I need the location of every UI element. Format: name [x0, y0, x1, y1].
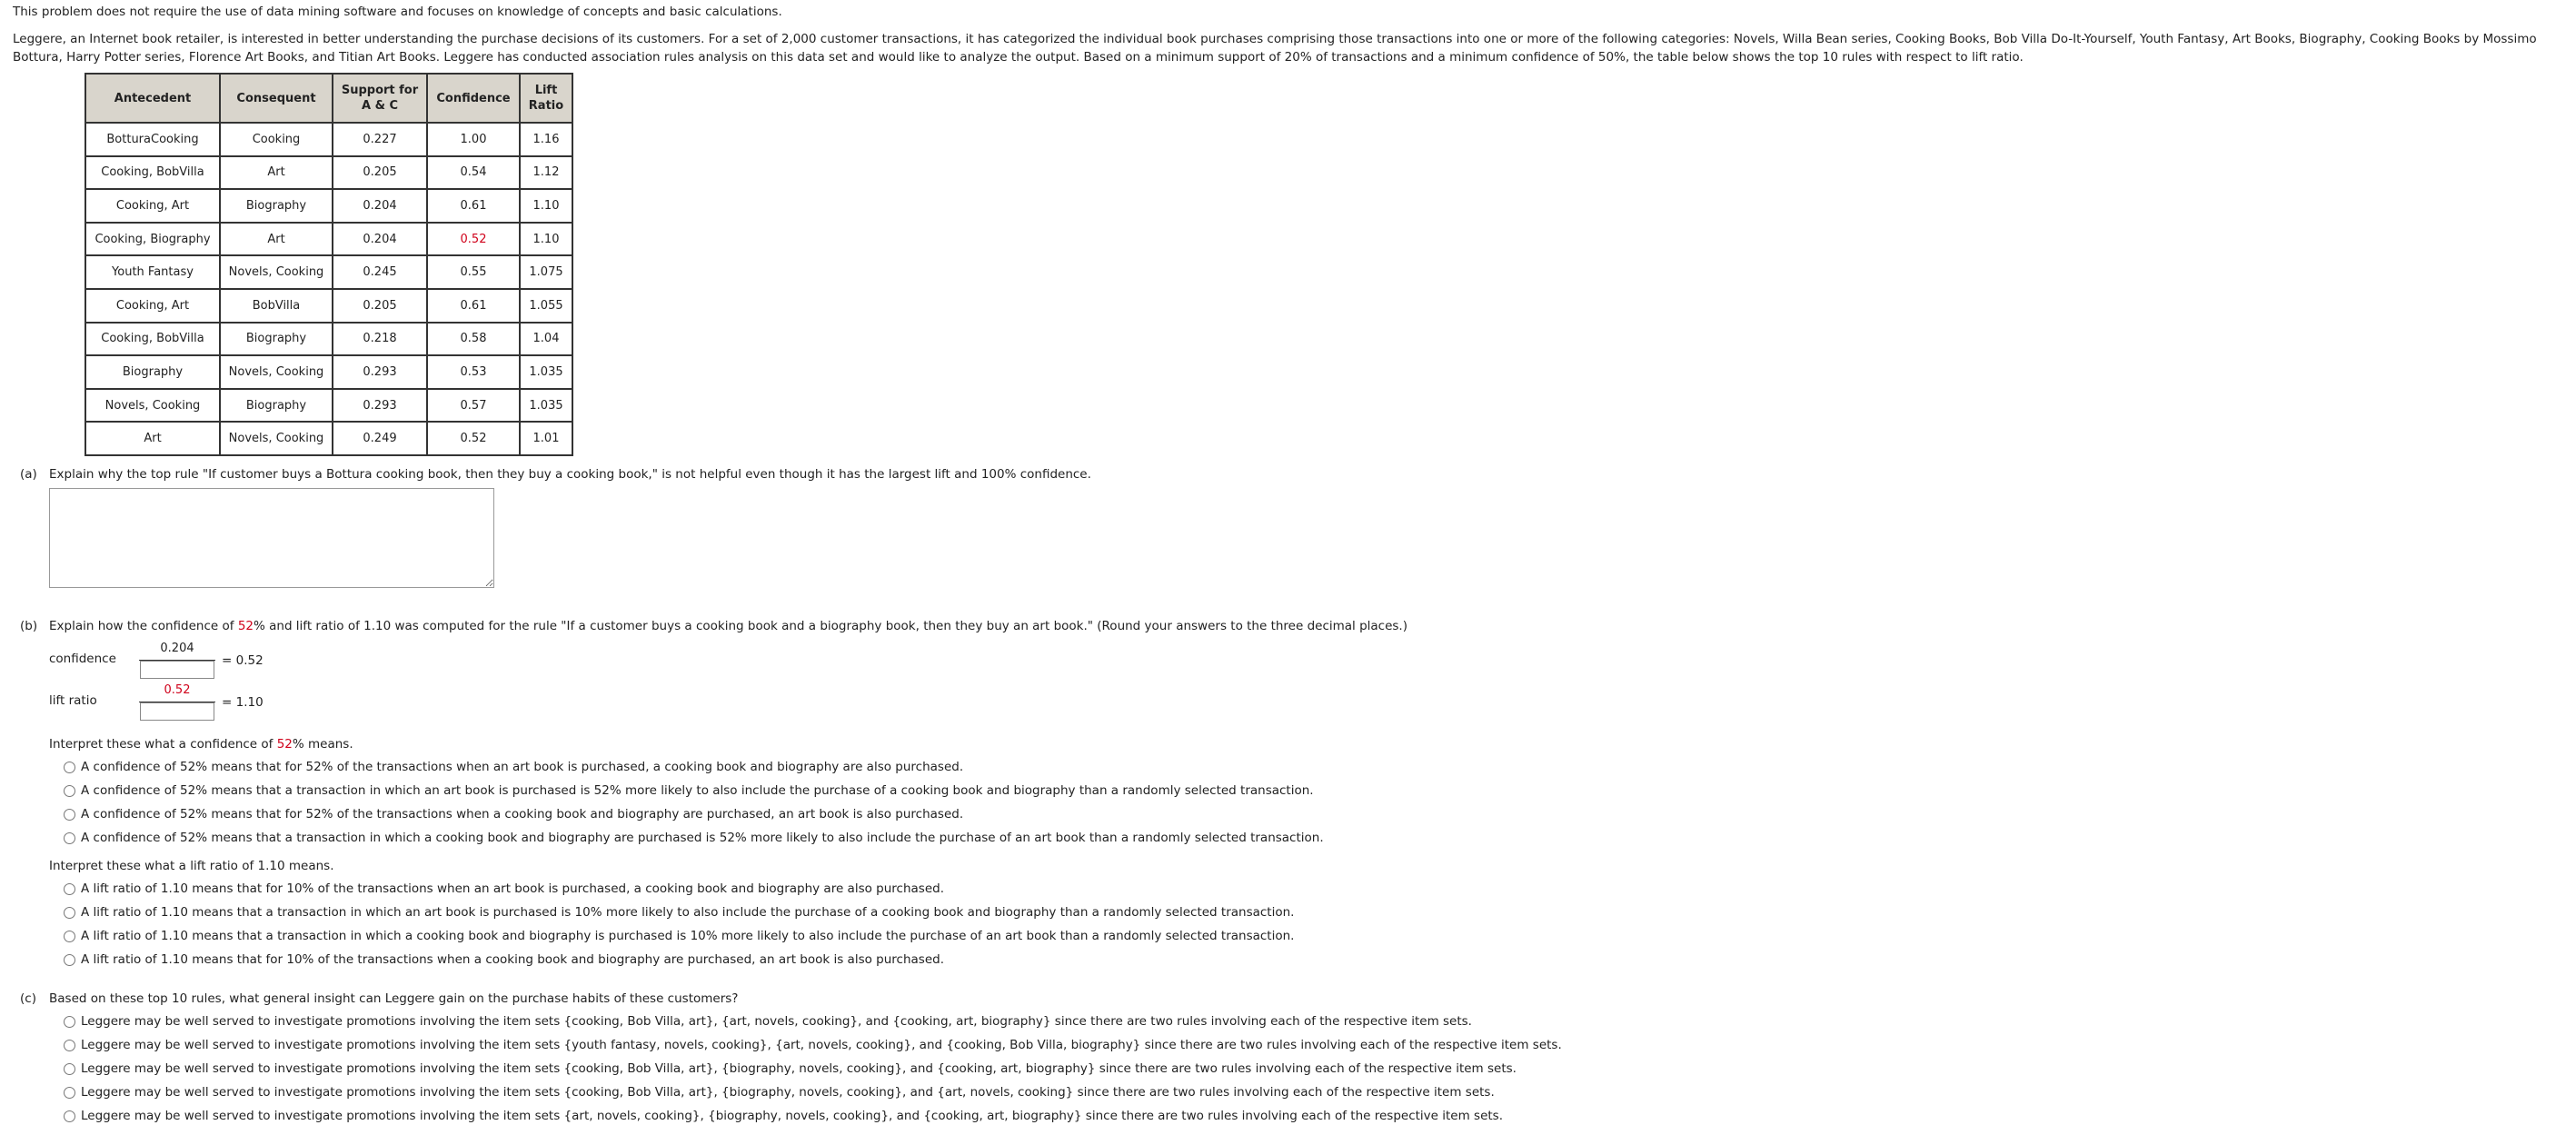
- part-c-label: (c): [20, 991, 36, 1006]
- antecedent-cell: Cooking, BobVilla: [85, 156, 220, 190]
- header-support-text: Support for A & C: [341, 84, 419, 113]
- radio-button[interactable]: [64, 1063, 75, 1075]
- lift-interpretation-option-text: A lift ratio of 1.10 means that for 10% of the transactions when an art book is purchased, a cooking book and biography are also purchased.: [81, 881, 944, 896]
- radio-button[interactable]: [64, 1016, 75, 1028]
- lift-interpretation-option[interactable]: [64, 951, 944, 969]
- consequent-cell: Biography: [220, 389, 333, 423]
- insight-option[interactable]: [64, 1060, 1517, 1078]
- lift-cell: 1.035: [520, 389, 572, 423]
- table-row: [85, 389, 572, 423]
- table-row: [85, 323, 572, 356]
- confidence-cell: 1.00: [427, 123, 520, 156]
- confidence-cell: 0.52: [427, 422, 520, 455]
- lift-interpretation-option[interactable]: [64, 903, 1294, 921]
- part-a-question: Explain why the top rule "If customer buys a Bottura cooking book, then they buy a cooking book," is not helpful even though it has the largest lift and 100% confidence.: [49, 467, 1091, 482]
- intro-note: This problem does not require the use of data mining software and focuses on knowledge of concepts and basic calculations.: [13, 5, 782, 19]
- insight-option-text: Leggere may be well served to investigate promotions involving the item sets {cooking, Bob Villa, art}, {biography, novels, cooking}, and {cooking, art, biography} since there are two rules involving each of the respective item sets.: [81, 1061, 1517, 1076]
- support-cell: 0.293: [333, 389, 427, 423]
- consequent-cell: Novels, Cooking: [220, 422, 333, 455]
- lift-interpretation-option[interactable]: [64, 880, 944, 898]
- confidence-interpretation-option[interactable]: [64, 805, 963, 823]
- antecedent-cell: Youth Fantasy: [85, 255, 220, 289]
- lift-cell: 1.10: [520, 223, 572, 256]
- insight-option[interactable]: [64, 1012, 1472, 1030]
- radio-button[interactable]: [64, 809, 75, 821]
- confidence-interpretation-option[interactable]: [64, 758, 963, 776]
- confidence-interpretation-option-text: A confidence of 52% means that for 52% of the transactions when an art book is purchased, a cooking book and biography are also purchased.: [81, 760, 964, 774]
- confidence-cell: 0.61: [427, 289, 520, 323]
- lift-cell: 1.10: [520, 189, 572, 223]
- confidence-cell: 0.58: [427, 323, 520, 356]
- consequent-cell: Novels, Cooking: [220, 355, 333, 389]
- antecedent-cell: Cooking, Art: [85, 289, 220, 323]
- lift-ratio-denominator-input[interactable]: [140, 702, 214, 721]
- consequent-cell: Art: [220, 223, 333, 256]
- interpret-lift-prompt: Interpret these what a lift ratio of 1.10 means.: [49, 859, 334, 873]
- support-cell: 0.204: [333, 223, 427, 256]
- header-lift: [520, 74, 572, 123]
- confidence-numerator: 0.204: [160, 642, 194, 655]
- association-rules-table: [85, 73, 573, 456]
- header-support: [333, 74, 427, 123]
- table-row: [85, 422, 572, 455]
- problem-intro: [13, 3, 2557, 66]
- table-row: [85, 156, 572, 190]
- consequent-cell: Cooking: [220, 123, 333, 156]
- confidence-interpretation-option-text: A confidence of 52% means that a transaction in which an art book is purchased is 52% more likely to also include the purchase of a cooking book and biography than a randomly selected transaction.: [81, 783, 1314, 798]
- consequent-cell: Biography: [220, 323, 333, 356]
- table-header-row: [85, 74, 572, 123]
- support-cell: 0.205: [333, 156, 427, 190]
- support-cell: 0.249: [333, 422, 427, 455]
- lift-interpretation-option[interactable]: [64, 927, 1294, 945]
- part-c-question: Based on these top 10 rules, what general insight can Leggere gain on the purchase habits of these customers?: [49, 991, 739, 1006]
- radio-button[interactable]: [64, 883, 75, 895]
- confidence-cell: 0.57: [427, 389, 520, 423]
- interpret-confidence-highlight: 52: [276, 737, 293, 752]
- part-a-answer-textarea[interactable]: [49, 488, 494, 588]
- table-row: [85, 223, 572, 256]
- part-b-confidence-highlight: 52: [237, 619, 254, 633]
- confidence-result: [222, 653, 264, 668]
- lift-cell: 1.075: [520, 255, 572, 289]
- antecedent-cell: BotturaCooking: [85, 123, 220, 156]
- lift-cell: 1.04: [520, 323, 572, 356]
- lift-ratio-result: = 1.10: [222, 695, 264, 710]
- part-b-label: (b): [20, 619, 38, 633]
- lift-cell: 1.01: [520, 422, 572, 455]
- part-b-question: [49, 619, 1407, 633]
- consequent-cell: Biography: [220, 189, 333, 223]
- insight-option[interactable]: [64, 1083, 1495, 1101]
- support-cell: 0.218: [333, 323, 427, 356]
- confidence-denominator-input[interactable]: [140, 661, 214, 679]
- support-cell: 0.293: [333, 355, 427, 389]
- antecedent-cell: Biography: [85, 355, 220, 389]
- support-cell: 0.204: [333, 189, 427, 223]
- lift-cell: 1.12: [520, 156, 572, 190]
- lift-cell: 1.055: [520, 289, 572, 323]
- radio-button[interactable]: [64, 954, 75, 966]
- radio-button[interactable]: [64, 832, 75, 844]
- antecedent-cell: Cooking, Art: [85, 189, 220, 223]
- part-b-question-pre: Explain how the confidence of: [49, 619, 238, 633]
- table-row: [85, 289, 572, 323]
- radio-button[interactable]: [64, 1110, 75, 1122]
- lift-cell: 1.035: [520, 355, 572, 389]
- consequent-cell: Novels, Cooking: [220, 255, 333, 289]
- insight-option[interactable]: [64, 1036, 1562, 1054]
- insight-option-text: Leggere may be well served to investigate promotions involving the item sets {cooking, Bob Villa, art}, {art, novels, cooking}, and {cooking, art, biography} since there are two rules involving each of the respective item sets.: [81, 1014, 1472, 1029]
- confidence-label: confidence: [49, 652, 116, 666]
- lift-interpretation-option-text: A lift ratio of 1.10 means that for 10% of the transactions when a cooking book and biography are purchased, an art book is also purchased.: [81, 952, 944, 967]
- table-row: [85, 255, 572, 289]
- lift-ratio-numerator: 0.52: [164, 683, 191, 697]
- confidence-interpretation-option[interactable]: [64, 782, 1314, 800]
- confidence-cell: 0.54: [427, 156, 520, 190]
- antecedent-cell: Art: [85, 422, 220, 455]
- interpret-confidence-pre: Interpret these what a confidence of: [49, 737, 277, 752]
- part-b-question-post: % and lift ratio of 1.10 was computed for the rule "If a customer buys a cooking book and a biography book, then they buy an art book." (Round your answers to the three decimal places.): [254, 619, 1407, 633]
- antecedent-cell: Cooking, Biography: [85, 223, 220, 256]
- confidence-cell: 0.53: [427, 355, 520, 389]
- consequent-cell: Art: [220, 156, 333, 190]
- table-row: [85, 123, 572, 156]
- lift-ratio-label: lift ratio: [49, 693, 97, 708]
- confidence-interpretation-option[interactable]: [64, 829, 1324, 847]
- confidence-interpretation-option-text: A confidence of 52% means that for 52% of the transactions when a cooking book and biography are purchased, an art book is also purchased.: [81, 807, 964, 821]
- radio-button[interactable]: [64, 1040, 75, 1051]
- intro-description: Leggere, an Internet book retailer, is interested in better understanding the purchase decisions of its customers. For a set of 2,000 customer transactions, it has categorized the individual book purchases comprising those transactions into one or more of the following categories: Novels, Willa Bean series, Cooking Books, Bob Villa Do-It-Yourself, Youth Fantasy, Art Books, Biography, Cooking Books by Mossimo Bottura, Harry Potter series, Florence Art Books, and Titian Art Books. Leggere has conducted association rules analysis on this data set and would like to analyze the output. Based on a minimum support of 20% of transactions and a minimum confidence of 50%, the table below shows the top 10 rules with respect to lift ratio.: [13, 32, 2537, 65]
- insight-option-text: Leggere may be well served to investigate promotions involving the item sets {youth fantasy, novels, cooking}, {art, novels, cooking}, and {cooking, Bob Villa, biography} since there are two rules involving each of the respective item sets.: [81, 1038, 1562, 1052]
- consequent-cell: BobVilla: [220, 289, 333, 323]
- confidence-cell: 0.52: [427, 223, 520, 256]
- radio-button[interactable]: [64, 785, 75, 797]
- support-cell: 0.227: [333, 123, 427, 156]
- antecedent-cell: Cooking, BobVilla: [85, 323, 220, 356]
- support-cell: 0.205: [333, 289, 427, 323]
- insight-option-text: Leggere may be well served to investigate promotions involving the item sets {art, novels, cooking}, {biography, novels, cooking}, and {cooking, art, biography} since there are two rules involving each of the respective item sets.: [81, 1109, 1503, 1123]
- interpret-confidence-post: % means.: [292, 737, 353, 752]
- confidence-cell: 0.55: [427, 255, 520, 289]
- radio-button[interactable]: [64, 931, 75, 942]
- header-antecedent: Antecedent: [85, 74, 220, 123]
- table-row: [85, 189, 572, 223]
- lift-cell: 1.16: [520, 123, 572, 156]
- lift-interpretation-option-text: A lift ratio of 1.10 means that a transaction in which an art book is purchased is 10% more likely to also include the purchase of a cooking book and biography than a randomly selected transaction.: [81, 905, 1295, 920]
- insight-option[interactable]: [64, 1107, 1503, 1125]
- confidence-cell: 0.61: [427, 189, 520, 223]
- header-consequent: Consequent: [220, 74, 333, 123]
- header-lift-text: Lift Ratio: [528, 84, 564, 113]
- lift-interpretation-option-text: A lift ratio of 1.10 means that a transaction in which a cooking book and biography is purchased is 10% more likely to also include the purchase of an art book than a randomly selected transaction.: [81, 929, 1295, 943]
- header-confidence: Confidence: [427, 74, 520, 123]
- part-a-label: (a): [20, 467, 37, 482]
- radio-button[interactable]: [64, 907, 75, 919]
- support-cell: 0.245: [333, 255, 427, 289]
- insight-option-text: Leggere may be well served to investigate promotions involving the item sets {cooking, Bob Villa, art}, {biography, novels, cooking}, and {art, novels, cooking} since there are two rules involving each of the respective item sets.: [81, 1085, 1495, 1100]
- interpret-confidence-prompt: [49, 737, 353, 752]
- confidence-interpretation-option-text: A confidence of 52% means that a transaction in which a cooking book and biography are purchased is 52% more likely to also include the purchase of an art book than a randomly selected transaction.: [81, 831, 1324, 845]
- antecedent-cell: Novels, Cooking: [85, 389, 220, 423]
- confidence-result-text: = 0.52: [222, 653, 264, 668]
- radio-button[interactable]: [64, 1087, 75, 1099]
- table-row: [85, 355, 572, 389]
- radio-button[interactable]: [64, 762, 75, 773]
